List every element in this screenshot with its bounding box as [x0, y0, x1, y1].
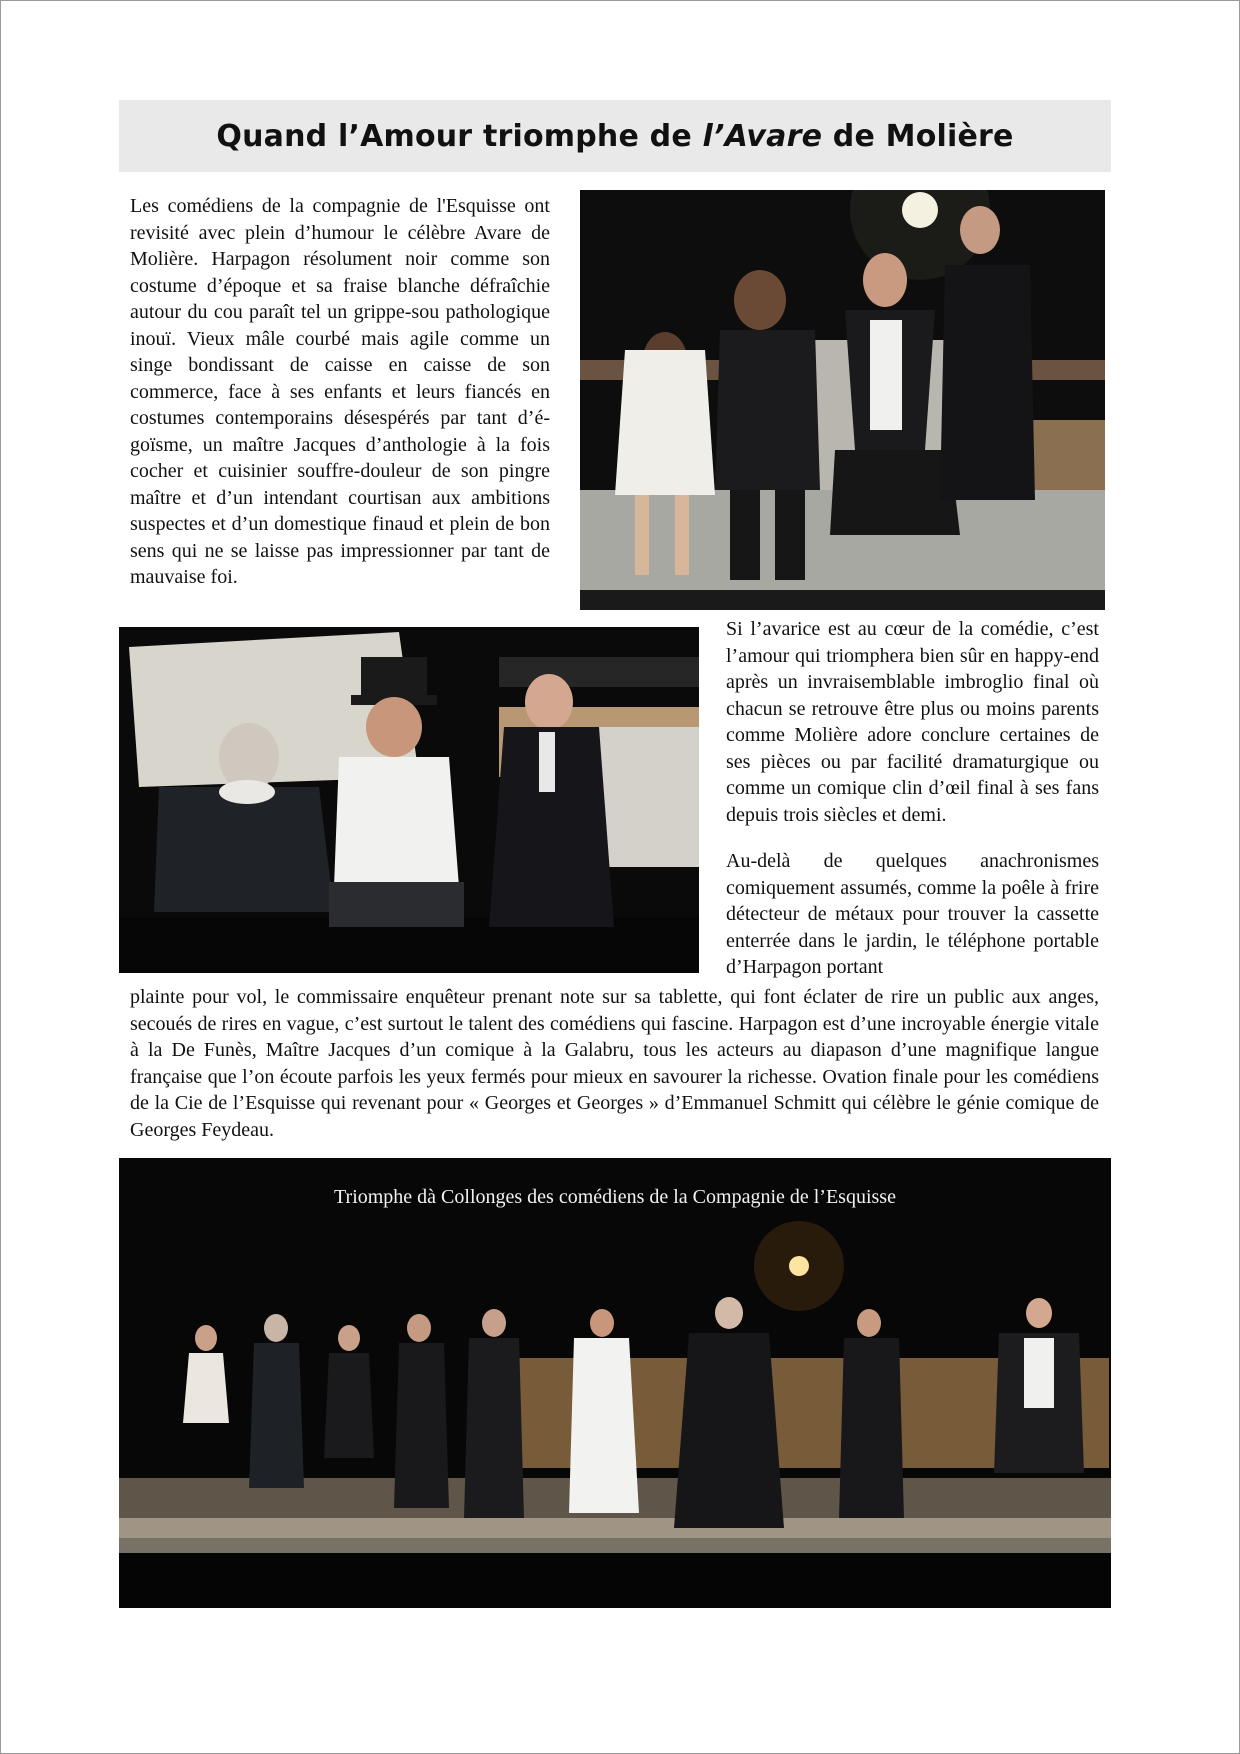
- photo-harpagon-scene: [119, 627, 699, 973]
- title-part-1: Quand l’Amour triomphe de: [216, 118, 703, 154]
- title-part-2: de Molière: [822, 118, 1014, 154]
- title-bar: [119, 100, 1111, 172]
- paragraph-anachronisms: Au-delà de quelques anachronismes comiquement assumés, comme la poêle à frire détecteur de métaux pour trouver la cassette enterrée dans le jardin, le téléphone portable d’Harpagon portant: [726, 850, 1099, 978]
- paragraph-intro: Les comédiens de la compagnie de l'Esquisse ont revisité avec plein d’humour le célèbre Avare de Molière. Harpagon résolument noir comme son costume d’époque et sa fraise blanche défraîchie autour du cou paraît tel un grippe-sou pathologique inouï. Vieux mâle courbé mais agile comme un singe bondissant de caisse en caisse de son commerce, face à ses enfants et leurs fiancés en costumes contemporains désespérés par tant d’égoïsme, un maître Jacques d’anthologie à la fois cocher et cuisinier souffre-douleur de son pingre maître et d’un intendant courtisan aux ambitions suspectes et d’un domestique finaud et plein de bon sens qui ne se laisse pas impressionner par tant de mauvaise foi.: [130, 195, 550, 588]
- article-title: [216, 119, 1013, 154]
- photo-lovers-scene: [580, 190, 1105, 610]
- photo-curtain-call: [119, 1158, 1111, 1608]
- photo-caption: Triomphe dà Collonges des comédiens de la Compagnie de l’Esquisse: [334, 1186, 896, 1208]
- paragraph-love: Si l’avarice est au cœur de la comédie, c’est l’amour qui triomphera bien sûr en happy-end après un invraisemblable imbroglio final où chacun se retrouve être plus ou moins parents comme Molière adore conclure certaines de ses pièces ou par facilité dramaturgique ou comme un comique clin d’œil final à ses fans depuis trois siècles et demi.: [726, 618, 1099, 826]
- title-italic: l’Avare: [702, 118, 823, 154]
- paragraph-conclusion: plainte pour vol, le commissaire enquêteur prenant note sur sa tablette, qui font éclater de rire un public aux anges, secoués de rires en vague, c’est surtout le talent des comédiens qui fascine. Harpagon est d’une incroyable énergie vitale à la De Funès, Maître Jacques d’un comique à la Galabru, tous les acteurs au diapason d’une magnifique langue française que l’on écoute parfois les yeux fermés pour mieux en savourer la richesse. Ovation finale pour les comédiens de la Cie de l’Esquisse qui revenant pour « Georges et Georges » d’Emmanuel Schmitt qui célèbre le génie comique de Georges Feydeau.: [130, 986, 1099, 1141]
